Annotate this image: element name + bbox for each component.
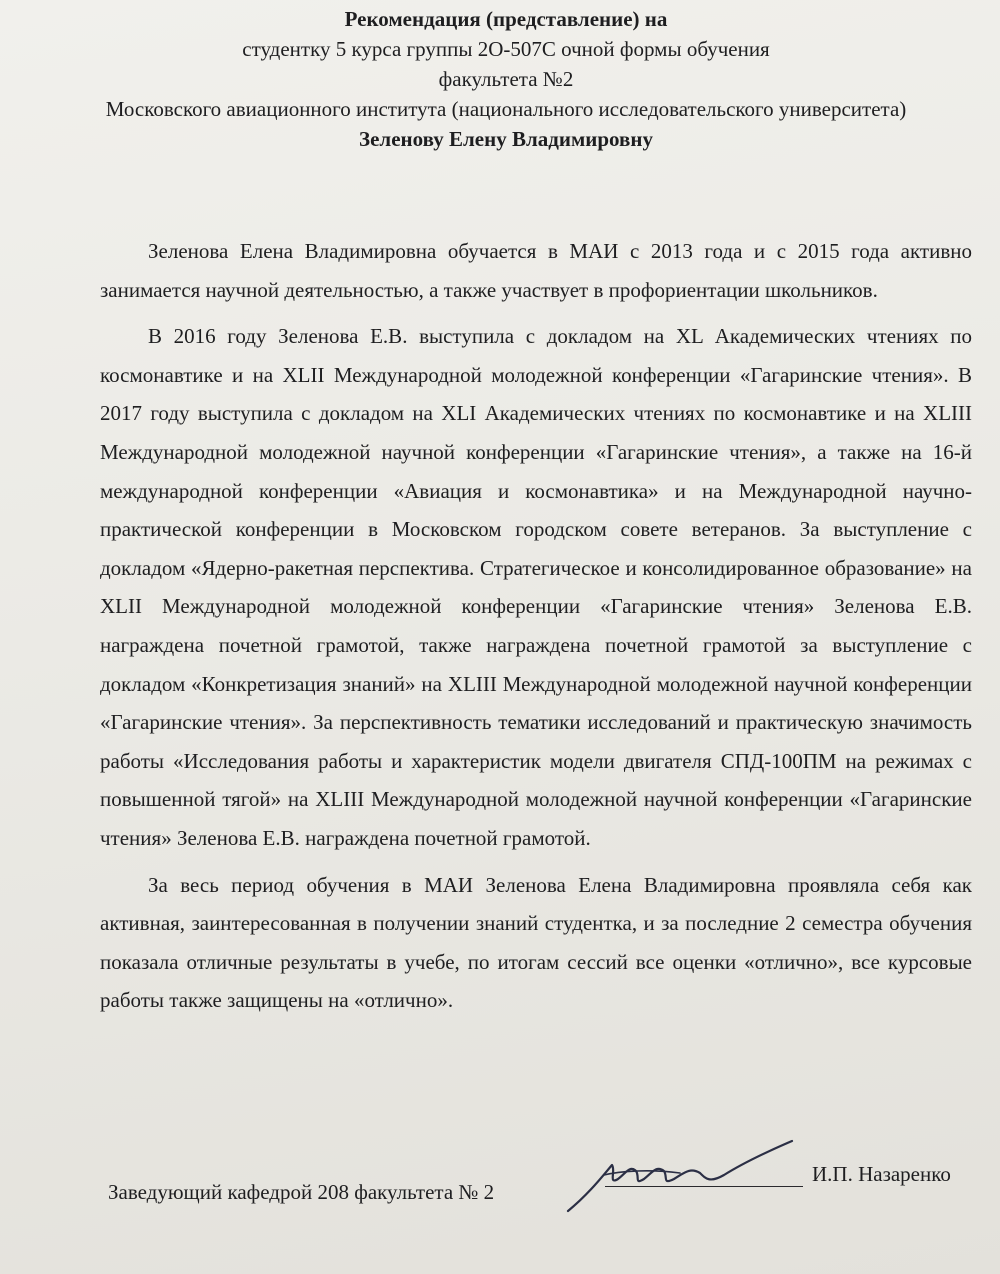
paragraph-achievements: В 2016 году Зеленова Е.В. выступила с докладом на XL Академических чтениях по космонавтике и на XLII Международной молодежной конференции «Гагаринские чтения». В 2017 году выступила с докладом на XLI Академических чтениях по космонавтике и на XLIII Международной молодежной научной конференции «Гагаринские чтения», а также на 16-й международной конференции «Авиация и космонавтика» и на Международной научно-практической конференции в Московском городском совете ветеранов. За выступление с докладом «Ядерно-ракетная перспектива. Стратегическое и консолидированное образование» на XLII Международной молодежной конференции «Гагаринские чтения» Зеленова Е.В. награждена почетной грамотой, также награждена почетной грамотой за выступление с докладом «Конкретизация знаний» на XLIII Международной молодежной научной конференции «Гагаринские чтения». За перспективность тематики исследований и практическую значимость работы «Исследования работы и характеристик модели двигателя СПД-100ПМ на режимах с повышенной тягой» на XLIII Международной молодежной научной конференции «Гагаринские чтения» Зеленова Е.В. награждена почетной грамотой. [100, 324, 972, 850]
student-course-group: студентку 5 курса группы 2О-507С очной формы обучения [242, 37, 770, 61]
faculty-line: факультета №2 [438, 67, 574, 91]
paragraph-studies: За весь период обучения в МАИ Зеленова Елена Владимировна проявляла себя как активная, заинтересованная в получении знаний студентка, и за последние 2 семестра обучения показала отличные результаты в учебе, по итогам сессий все оценки «отлично», все курсовые работы также защищены на «отлично». [100, 872, 972, 1013]
signatory-position: Заведующий кафедрой 208 факультета № 2 [108, 1180, 495, 1204]
document-title: Рекомендация (представление) на [344, 7, 668, 31]
document-header [40, 4, 972, 154]
signatory-name: И.П. Назаренко [812, 1162, 951, 1186]
paragraph-intro: Зеленова Елена Владимировна обучается в МАИ с 2013 года и с 2015 года активно занимается научной деятельностью, а также участвует в профориентации школьников. [100, 239, 972, 302]
handwritten-signature [560, 1135, 820, 1215]
institute-name: Московского авиационного института (национального исследовательского университета) [105, 97, 907, 121]
student-name: Зеленову Елену Владимировну [359, 127, 653, 151]
document-body [100, 232, 972, 1028]
signature-line [605, 1186, 803, 1187]
